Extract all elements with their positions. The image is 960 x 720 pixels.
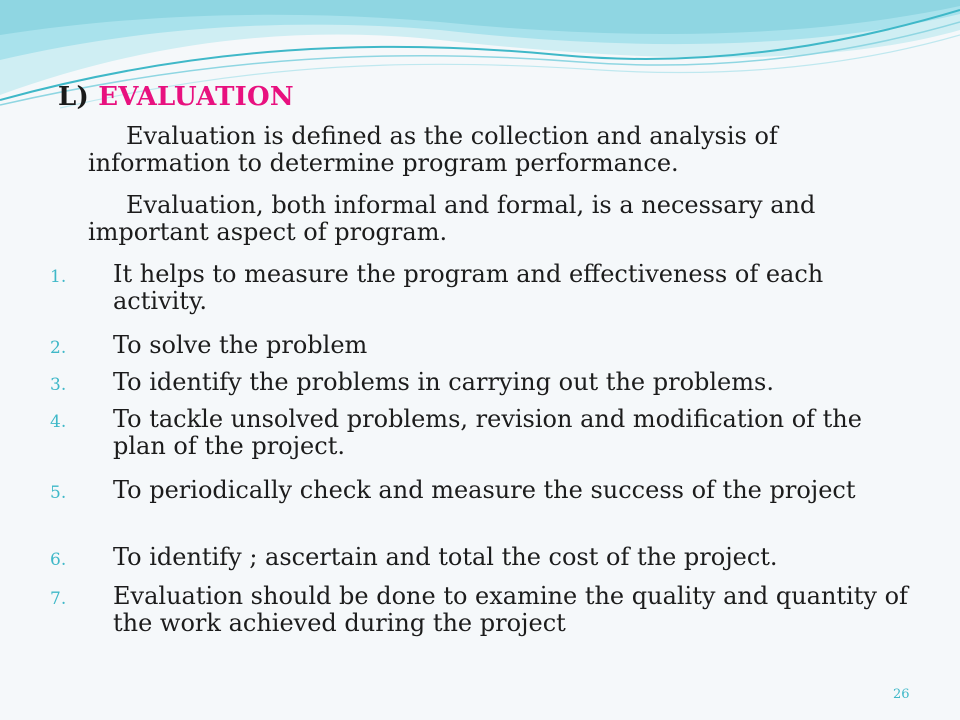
- page-number: 26: [893, 687, 910, 702]
- list-item: [50, 406, 920, 460]
- list-number: 1.: [50, 267, 67, 287]
- list-item: [50, 261, 920, 315]
- list-item: [50, 369, 920, 399]
- list-text: To solve the problem: [113, 331, 368, 359]
- list-text: To tackle unsolved problems, revision and modification of the plan of the project.: [113, 405, 862, 460]
- paragraph-text: Evaluation, both informal and formal, is a necessary and important aspect of program.: [88, 191, 816, 246]
- list-text: To identify ; ascertain and total the cost of the project.: [113, 543, 778, 571]
- list-number: 3.: [50, 375, 67, 395]
- list-item: [50, 332, 920, 362]
- list-number: 5.: [50, 483, 67, 503]
- list-text: To identify the problems in carrying out the problems.: [113, 368, 774, 396]
- list-text: Evaluation should be done to examine the quality and quantity of the work achieved during the project: [113, 582, 908, 637]
- list-number: 2.: [50, 338, 67, 358]
- list-item: [50, 477, 920, 507]
- list-text: It helps to measure the program and effectiveness of each activity.: [113, 260, 824, 315]
- list-number: 6.: [50, 550, 67, 570]
- paragraph-definition: [88, 123, 918, 177]
- list-item: [50, 583, 920, 637]
- list-text: To periodically check and measure the success of the project: [113, 476, 856, 504]
- title-prefix: L): [58, 82, 89, 112]
- slide-title: [58, 82, 294, 112]
- list-number: 4.: [50, 412, 67, 432]
- paragraph-text: Evaluation is defined as the collection and analysis of information to determine program performance.: [88, 122, 778, 177]
- paragraph-importance: [88, 192, 918, 246]
- title-text: EVALUATION: [98, 82, 294, 112]
- list-number: 7.: [50, 589, 67, 609]
- list-item: [50, 544, 920, 574]
